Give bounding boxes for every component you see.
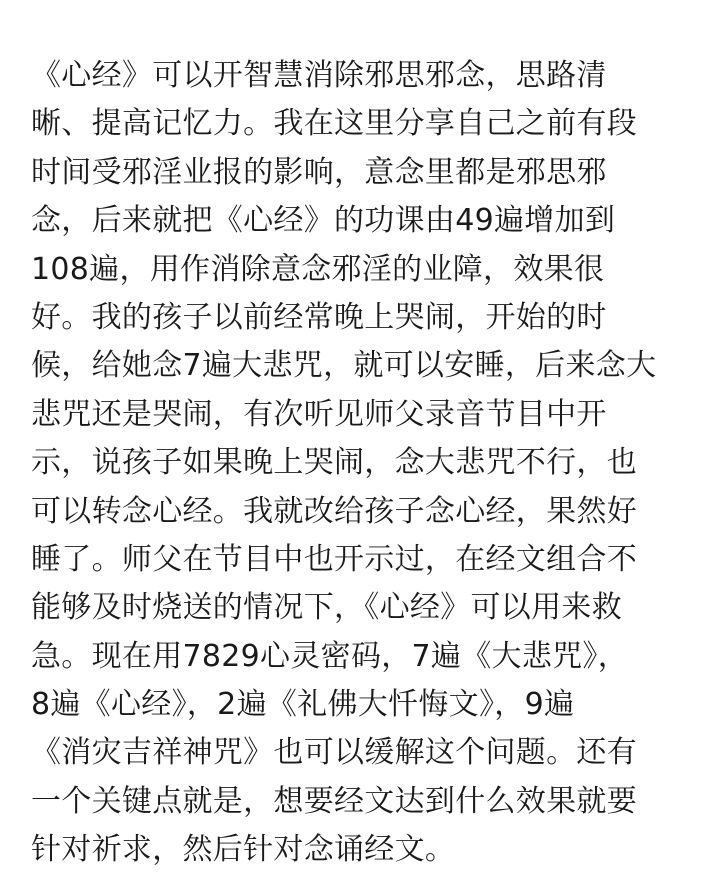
text-line-7: 候，给她念7遍大悲咒，就可以安睡，后来念大 [31,348,657,384]
text-line-17: 针对祈求，然后针对念诵经文。 [31,832,456,868]
text-line-15: 《消灾吉祥神咒》也可以缓解这个问题。还有 [31,735,637,771]
text-line-12: 能够及时烧送的情况下，《心经》可以用来救 [31,590,622,626]
document-body [31,52,701,875]
text-line-4: 念，后来就把《心经》的功课由49遍增加到 [31,203,616,239]
text-line-5: 108遍，用作消除意念邪淫的业障，效果很 [31,251,605,287]
text-line-16: 一个关键点就是，想要经文达到什么效果就要 [31,783,637,819]
text-line-14: 8遍《心经》，2遍《礼佛大忏悔文》，9遍 [31,687,575,723]
text-line-8: 悲咒还是哭闹，有次听见师父录音节目中开 [31,396,607,432]
text-line-9: 示，说孩子如果晚上哭闹，念大悲咒不行，也 [31,445,637,481]
text-line-13: 急。现在用7829心灵密码，7遍《大悲咒》， [31,638,629,674]
text-line-6: 好。我的孩子以前经常晚上哭闹，开始的时 [31,299,607,335]
text-line-10: 可以转念心经。我就改给孩子念心经，果然好 [31,493,637,529]
text-line-3: 时间受邪淫业报的影响，意念里都是邪思邪 [31,154,607,190]
text-line-11: 睡了。师父在节目中也开示过，在经文组合不 [31,541,637,577]
text-line-1: 《心经》可以开智慧消除邪思邪念，思路清 [31,58,607,93]
text-line-2: 晰、提高记忆力。我在这里分享自己之前有段 [31,106,637,142]
